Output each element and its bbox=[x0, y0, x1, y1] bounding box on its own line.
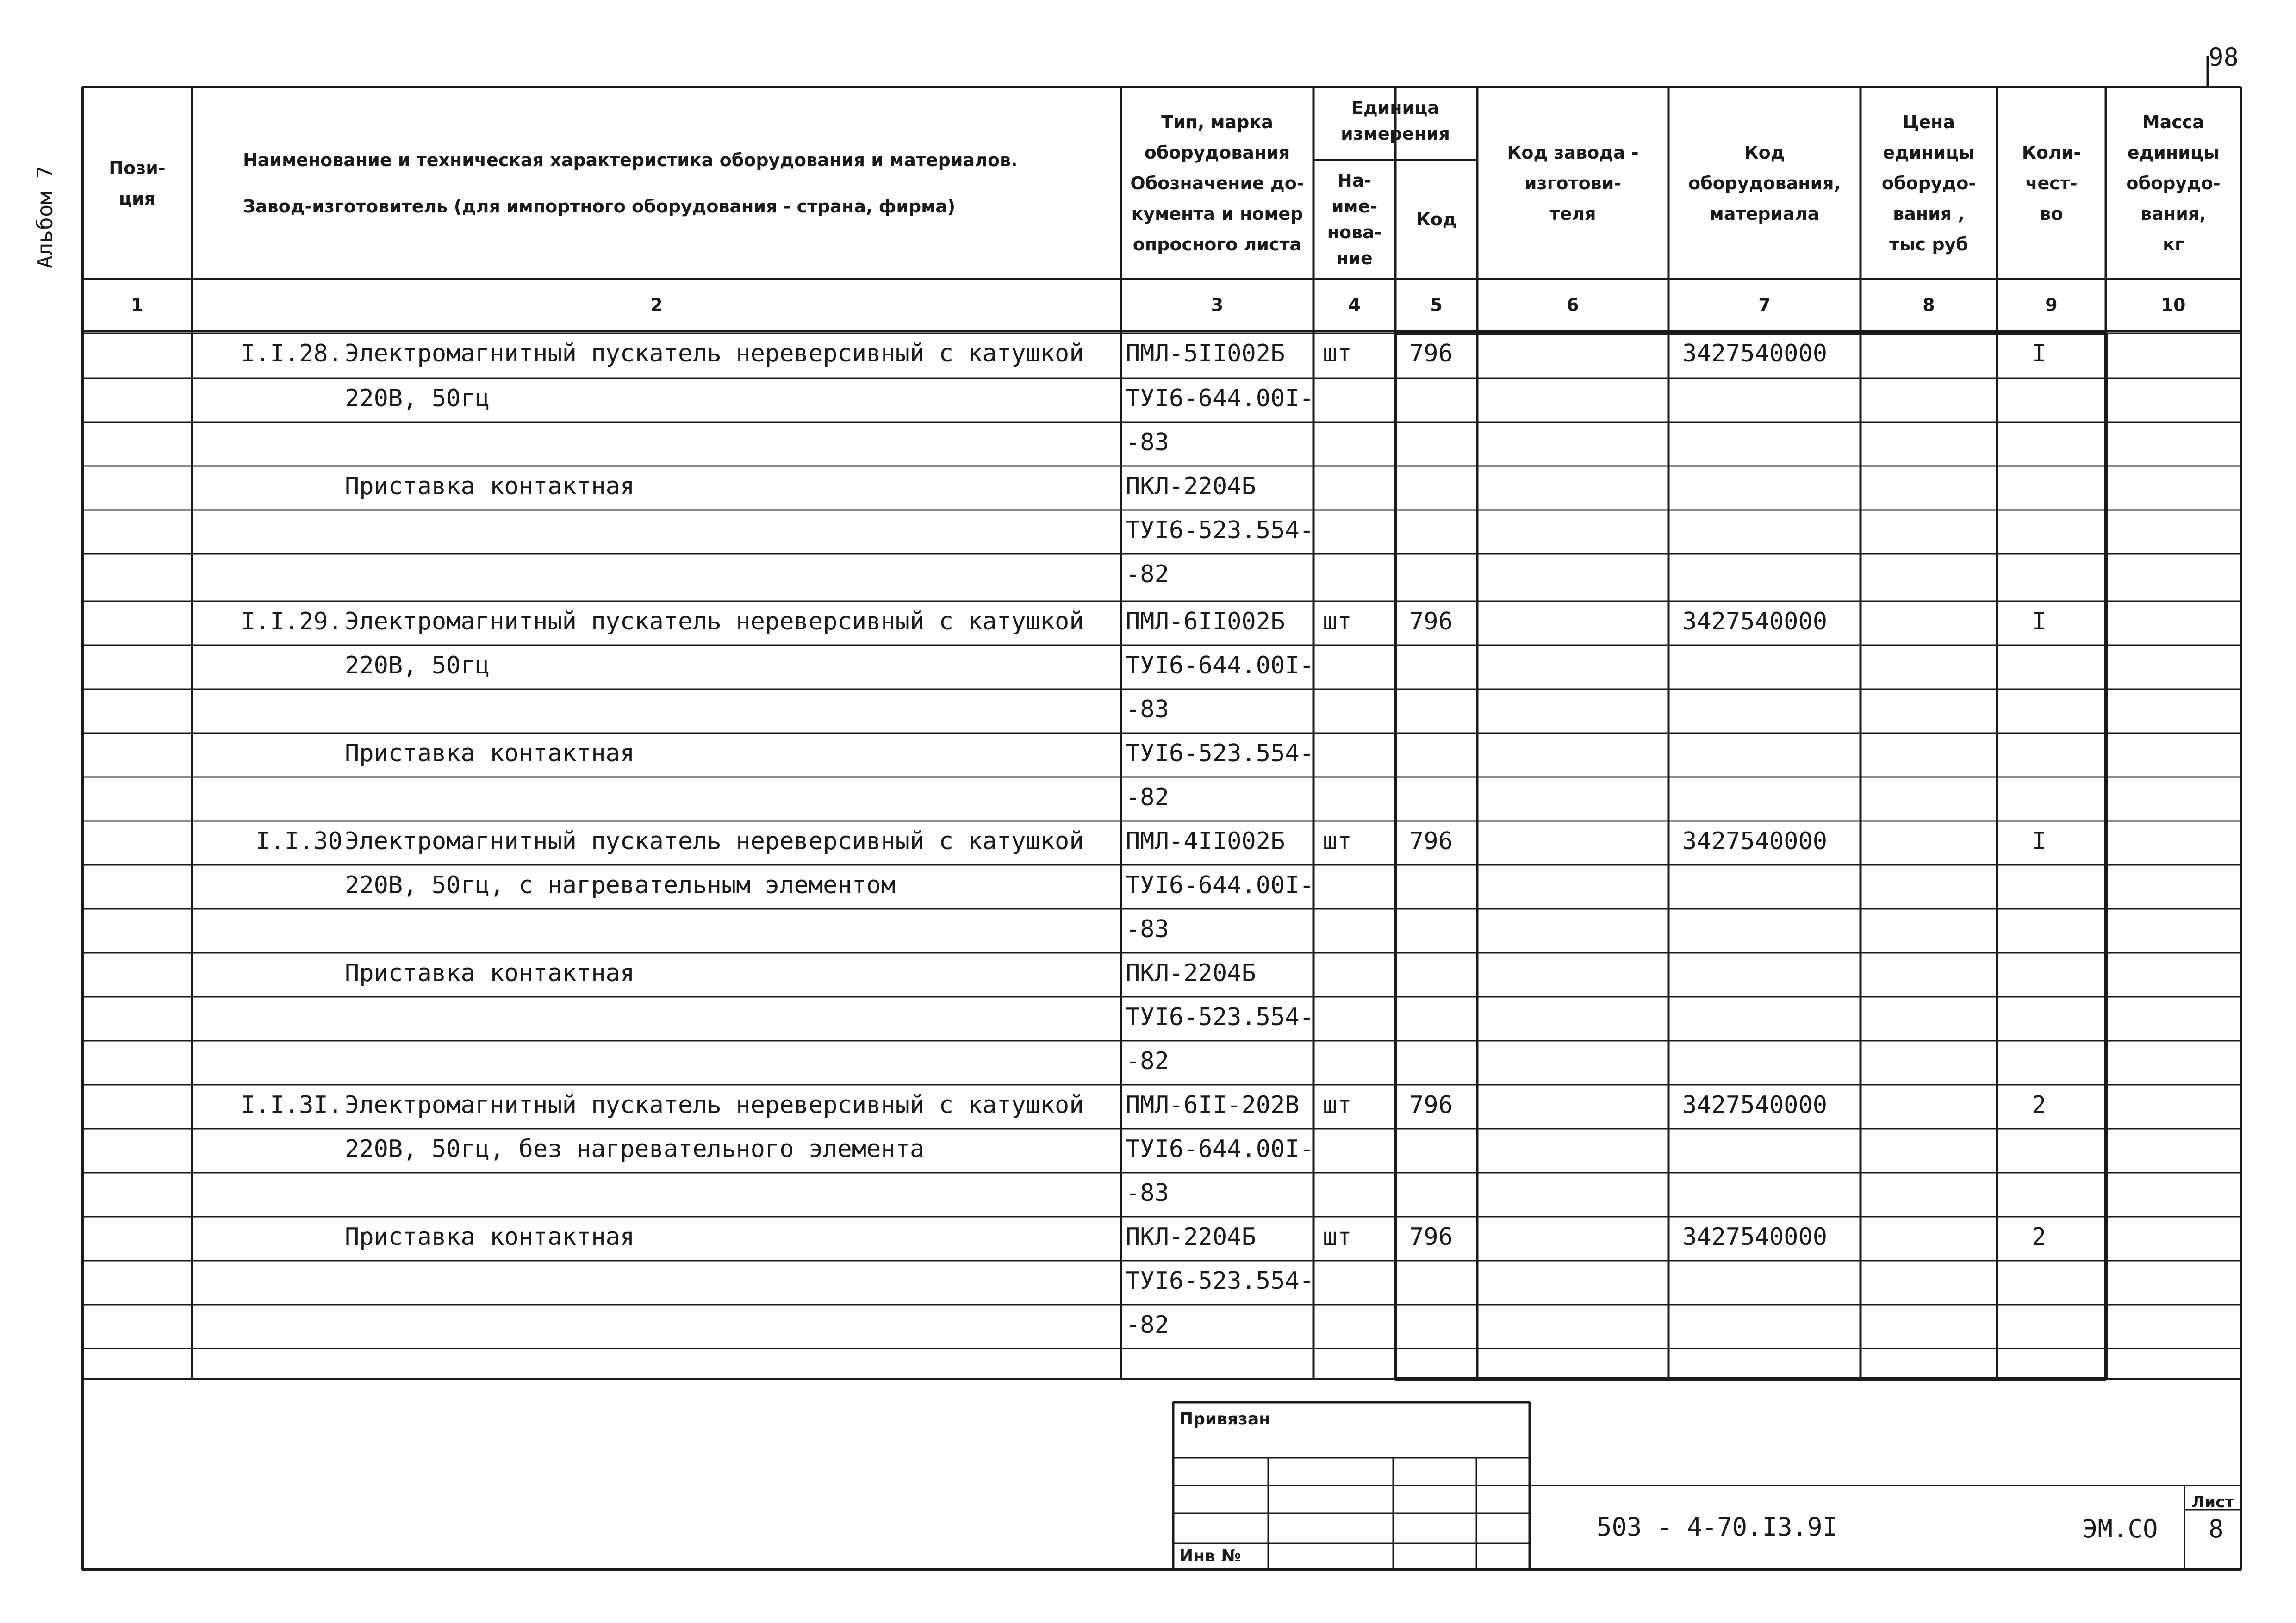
header-col5 bbox=[1395, 204, 1477, 235]
cell-type: ТУI6-523.554- bbox=[1126, 740, 1314, 767]
cell-unit-code: 796 bbox=[1409, 608, 1453, 635]
header-line: Код bbox=[1744, 142, 1785, 163]
header-col1 bbox=[82, 153, 192, 214]
stamp-inv-label: Инв № bbox=[1179, 1547, 1241, 1566]
header-col8 bbox=[1860, 107, 1997, 260]
cell-type: -82 bbox=[1126, 784, 1169, 811]
cell-pos: I.I.28. bbox=[241, 340, 342, 367]
header-col3 bbox=[1121, 107, 1313, 260]
cell-type: -82 bbox=[1126, 560, 1169, 588]
cell-qty: I bbox=[2032, 340, 2047, 367]
header-line: кг bbox=[2163, 234, 2184, 255]
header-line: единицы bbox=[1883, 142, 1975, 163]
cell-name: Электромагнитный пускатель нереверсивный с катушкой bbox=[345, 827, 1084, 855]
column-number: 7 bbox=[1758, 295, 1771, 315]
cell-equip-code: 3427540000 bbox=[1682, 1223, 1828, 1251]
cell-unit-code: 796 bbox=[1409, 1223, 1453, 1251]
cell-qty: 2 bbox=[2032, 1091, 2047, 1119]
header-col2 bbox=[243, 137, 1172, 230]
cell-unit: шт bbox=[1323, 1091, 1352, 1119]
header-line: оборудо- bbox=[1881, 173, 1976, 193]
header-line: Код bbox=[1416, 209, 1457, 230]
cell-type: ТУI6-644.00I- bbox=[1126, 385, 1314, 412]
cell-type: -83 bbox=[1126, 696, 1169, 723]
cell-name: 220В, 50гц, с нагревательным элементом bbox=[345, 871, 896, 899]
cell-name: Приставка контактная bbox=[345, 740, 635, 767]
cell-type: ПМЛ-6II-202В bbox=[1126, 1091, 1300, 1119]
header-line: име- bbox=[1331, 196, 1378, 217]
cell-unit-code: 796 bbox=[1409, 1091, 1453, 1119]
column-number: 6 bbox=[1567, 295, 1579, 315]
document-code: 503 - 4-70.I3.9I bbox=[1597, 1512, 1838, 1542]
cell-equip-code: 3427540000 bbox=[1682, 340, 1828, 367]
cell-type: ПМЛ-6II002Б bbox=[1126, 608, 1285, 635]
document-section: ЭМ.СО bbox=[2083, 1514, 2158, 1543]
cell-type: -82 bbox=[1126, 1047, 1169, 1075]
cell-equip-code: 3427540000 bbox=[1682, 827, 1828, 855]
album-label: Альбом 7 bbox=[32, 166, 57, 268]
header-unit-group bbox=[1313, 95, 1477, 147]
cell-type: ТУI6-523.554- bbox=[1126, 1003, 1314, 1031]
cell-type: -83 bbox=[1126, 915, 1169, 943]
column-number: 2 bbox=[650, 295, 663, 315]
cell-type: -83 bbox=[1126, 429, 1169, 456]
cell-name: 220В, 50гц, без нагревательного элемента bbox=[345, 1135, 925, 1163]
header-line: теля bbox=[1549, 203, 1596, 224]
header-line: материала bbox=[1709, 203, 1820, 224]
column-number: 5 bbox=[1430, 295, 1443, 315]
header-col10 bbox=[2106, 107, 2241, 260]
cell-unit-code: 796 bbox=[1409, 340, 1453, 367]
cell-qty: 2 bbox=[2032, 1223, 2047, 1251]
header-line: На- bbox=[1337, 170, 1372, 191]
column-number: 4 bbox=[1348, 295, 1361, 315]
cell-type: ПМЛ-5II002Б bbox=[1126, 340, 1285, 367]
header-line: Завод-изготовитель (для импортного оборудования - страна, фирма) bbox=[243, 196, 956, 217]
cell-type: ПКЛ-2204Б bbox=[1126, 473, 1256, 500]
header-line: опросного листа bbox=[1132, 234, 1302, 255]
header-line: ние bbox=[1336, 248, 1373, 269]
column-number: 1 bbox=[131, 295, 143, 315]
cell-type: ТУI6-523.554- bbox=[1126, 1267, 1314, 1295]
header-line: ция bbox=[118, 188, 156, 209]
header-line: Масса bbox=[2142, 112, 2205, 132]
column-number: 3 bbox=[1211, 295, 1224, 315]
header-line: вания, bbox=[2140, 203, 2206, 224]
sheet-number: 8 bbox=[2209, 1514, 2224, 1543]
header-line: тыс руб bbox=[1889, 234, 1968, 255]
header-line: Коли- bbox=[2022, 142, 2081, 163]
header-col6 bbox=[1477, 137, 1668, 229]
header-line: изготови- bbox=[1524, 173, 1622, 193]
cell-type: ТУI6-644.00I- bbox=[1126, 871, 1314, 899]
cell-pos: I.I.3I. bbox=[241, 1091, 342, 1119]
page-number: 98 bbox=[2209, 43, 2239, 72]
cell-unit: шт bbox=[1323, 1223, 1352, 1251]
cell-equip-code: 3427540000 bbox=[1682, 1091, 1828, 1119]
cell-equip-code: 3427540000 bbox=[1682, 608, 1828, 635]
cell-name: Приставка контактная bbox=[345, 473, 635, 500]
cell-type: ТУI6-523.554- bbox=[1126, 516, 1314, 544]
header-col4 bbox=[1313, 168, 1395, 271]
cell-name: Приставка контактная bbox=[345, 1223, 635, 1251]
header-line: оборудования bbox=[1144, 142, 1290, 163]
cell-qty: I bbox=[2032, 827, 2047, 855]
cell-name: Электромагнитный пускатель нереверсивный с катушкой bbox=[345, 340, 1084, 367]
cell-name: Приставка контактная bbox=[345, 959, 635, 987]
cell-qty: I bbox=[2032, 608, 2047, 635]
cell-type: ПКЛ-2204Б bbox=[1126, 959, 1256, 987]
header-line: Обозначение до- bbox=[1130, 173, 1304, 193]
header-line: Наименование и техническая характеристика оборудования и материалов. bbox=[243, 149, 1018, 170]
header-line: чест- bbox=[2025, 173, 2078, 193]
cell-name: Электромагнитный пускатель нереверсивный с катушкой bbox=[345, 1091, 1084, 1119]
stamp-bound-label: Привязан bbox=[1179, 1410, 1271, 1429]
header-line: кумента и номер bbox=[1131, 203, 1303, 224]
header-line: оборудования, bbox=[1688, 173, 1841, 193]
header-line: вания , bbox=[1893, 203, 1965, 224]
cell-unit: шт bbox=[1323, 608, 1352, 635]
cell-type: ПКЛ-2204Б bbox=[1126, 1223, 1256, 1251]
header-line: во bbox=[2040, 203, 2063, 224]
header-line: Тип, марка bbox=[1161, 112, 1273, 132]
cell-unit-code: 796 bbox=[1409, 827, 1453, 855]
cell-type: ПМЛ-4II002Б bbox=[1126, 827, 1285, 855]
header-col7 bbox=[1668, 137, 1860, 229]
cell-type: -83 bbox=[1126, 1179, 1169, 1207]
cell-name: Электромагнитный пускатель нереверсивный с катушкой bbox=[345, 608, 1084, 635]
header-line: Пози- bbox=[109, 157, 166, 178]
cell-pos: I.I.29. bbox=[241, 608, 342, 635]
header-line: единицы bbox=[2127, 142, 2220, 163]
header-line: Единица bbox=[1351, 98, 1439, 118]
column-number: 10 bbox=[2161, 295, 2186, 315]
sheet-label: Лист bbox=[2191, 1493, 2234, 1511]
header-line: измерения bbox=[1341, 124, 1450, 144]
cell-unit: шт bbox=[1323, 340, 1352, 367]
header-line: нова- bbox=[1327, 222, 1382, 243]
cell-name: 220В, 50гц bbox=[345, 652, 490, 679]
header-line: Код завода - bbox=[1507, 142, 1639, 163]
cell-type: ТУI6-644.00I- bbox=[1126, 1135, 1314, 1163]
header-col9 bbox=[1997, 137, 2106, 229]
cell-pos: I.I.30 bbox=[255, 827, 342, 855]
header-line: Цена bbox=[1903, 112, 1955, 132]
cell-type: -82 bbox=[1126, 1311, 1169, 1339]
column-number: 8 bbox=[1923, 295, 1935, 315]
column-number: 9 bbox=[2045, 295, 2058, 315]
header-line: оборудо- bbox=[2126, 173, 2221, 193]
cell-unit: шт bbox=[1323, 827, 1352, 855]
cell-type: ТУI6-644.00I- bbox=[1126, 652, 1314, 679]
cell-name: 220В, 50гц bbox=[345, 385, 490, 412]
